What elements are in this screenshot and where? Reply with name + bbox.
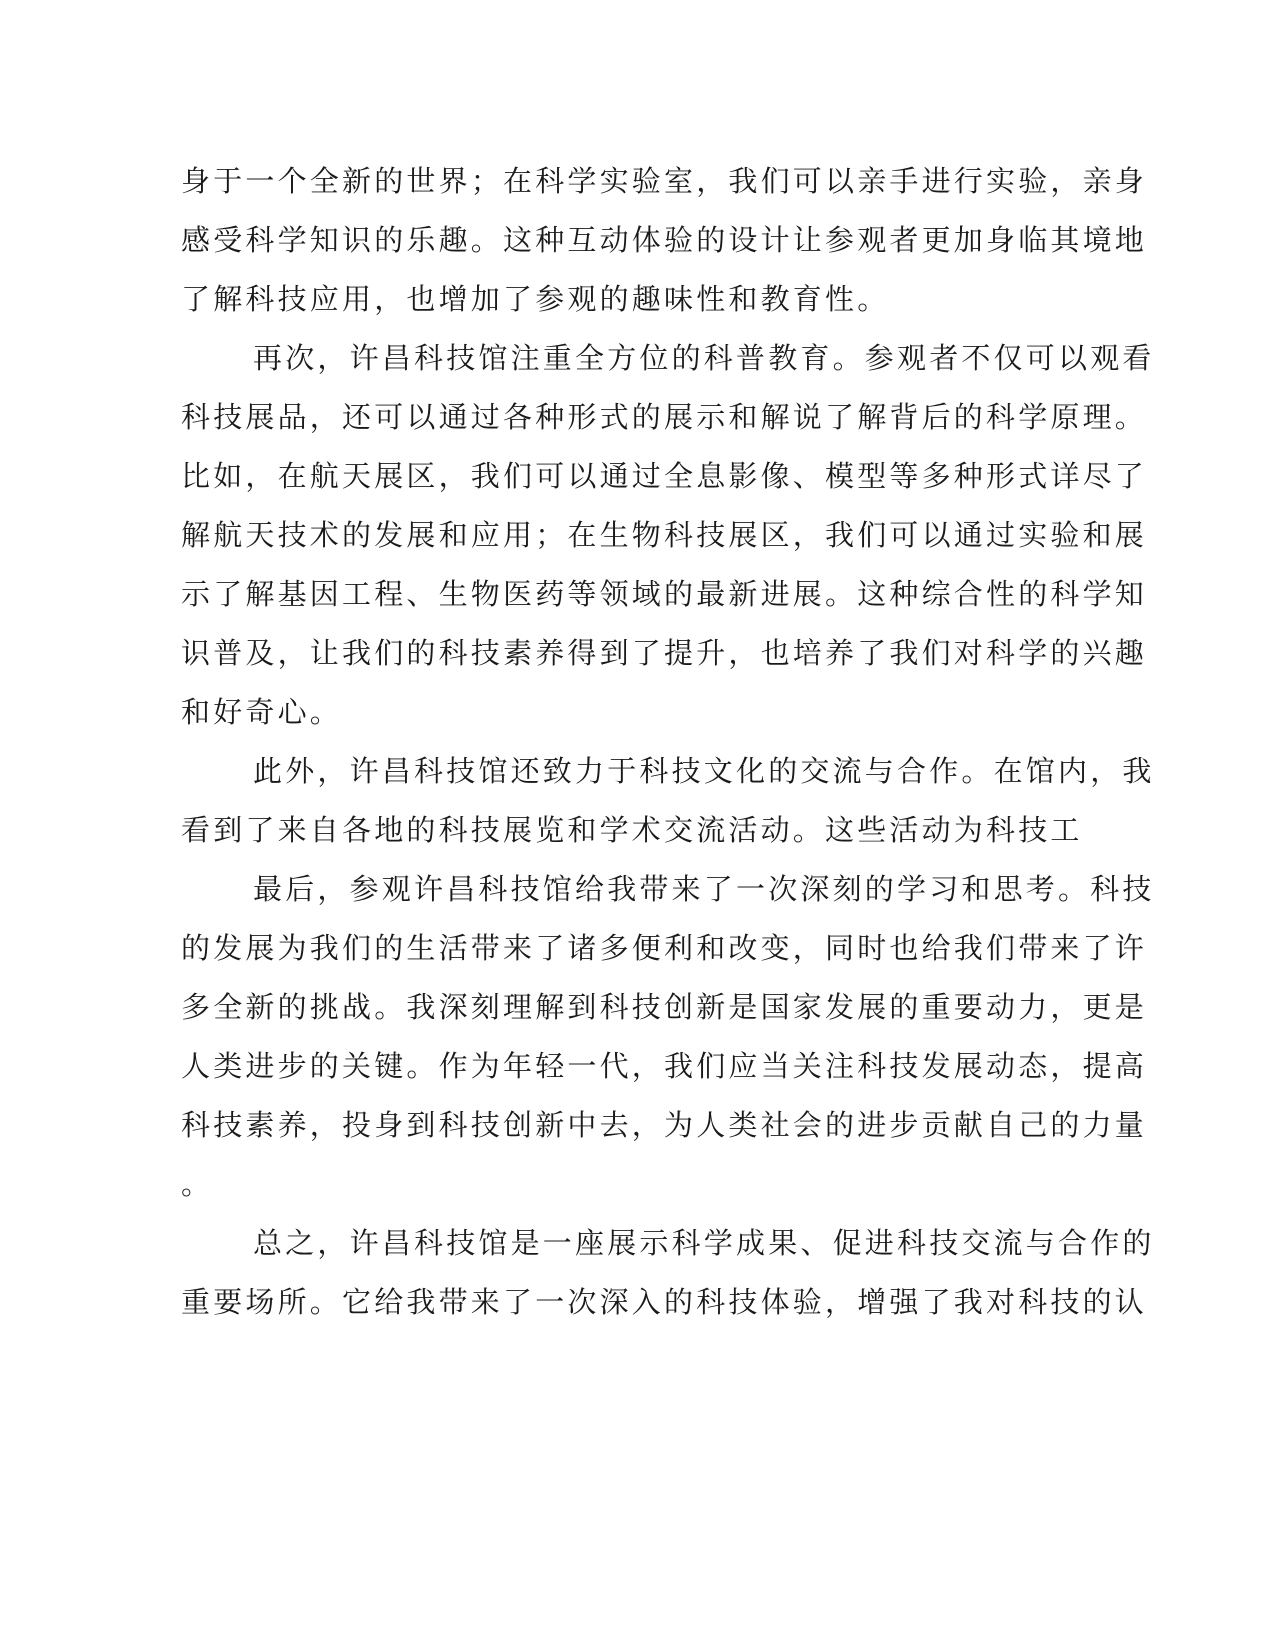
text-line: 了解科技应用，也增加了参观的趣味性和教育性。 <box>181 282 890 316</box>
text-line: 。 <box>181 1167 214 1201</box>
text-line: 身于一个全新的世界；在科学实验室，我们可以亲手进行实验，亲身 <box>181 164 1148 198</box>
body-text <box>181 152 1155 1332</box>
paragraph-first-line: 总之，许昌科技馆是一座展示科学成果、促进科技交流与合作的 <box>253 1226 1155 1260</box>
text-line: 感受科学知识的乐趣。这种互动体验的设计让参观者更加身临其境地 <box>181 223 1148 257</box>
paragraph-first-line: 最后，参观许昌科技馆给我带来了一次深刻的学习和思考。科技 <box>253 872 1155 906</box>
text-line: 识普及，让我们的科技素养得到了提升，也培养了我们对科学的兴趣 <box>181 636 1148 670</box>
paragraph-first-line: 再次，许昌科技馆注重全方位的科普教育。参观者不仅可以观看 <box>253 341 1155 375</box>
text-line: 重要场所。它给我带来了一次深入的科技体验，增强了我对科技的认 <box>181 1285 1148 1319</box>
text-line: 示了解基因工程、生物医药等领域的最新进展。这种综合性的科学知 <box>181 577 1148 611</box>
text-line: 科技展品，还可以通过各种形式的展示和解说了解背后的科学原理。 <box>181 400 1148 434</box>
text-line: 看到了来自各地的科技展览和学术交流活动。这些活动为科技工 <box>181 813 1083 847</box>
text-line: 解航天技术的发展和应用；在生物科技展区，我们可以通过实验和展 <box>181 518 1148 552</box>
text-line: 人类进步的关键。作为年轻一代，我们应当关注科技发展动态，提高 <box>181 1049 1148 1083</box>
paragraph-first-line: 此外，许昌科技馆还致力于科技文化的交流与合作。在馆内，我 <box>253 754 1155 788</box>
text-line: 比如，在航天展区，我们可以通过全息影像、模型等多种形式详尽了 <box>181 459 1148 493</box>
text-line: 科技素养，投身到科技创新中去，为人类社会的进步贡献自己的力量 <box>181 1108 1148 1142</box>
text-line: 的发展为我们的生活带来了诸多便利和改变，同时也给我们带来了许 <box>181 931 1148 965</box>
text-line: 和好奇心。 <box>181 695 343 729</box>
text-line: 多全新的挑战。我深刻理解到科技创新是国家发展的重要动力，更是 <box>181 990 1148 1024</box>
